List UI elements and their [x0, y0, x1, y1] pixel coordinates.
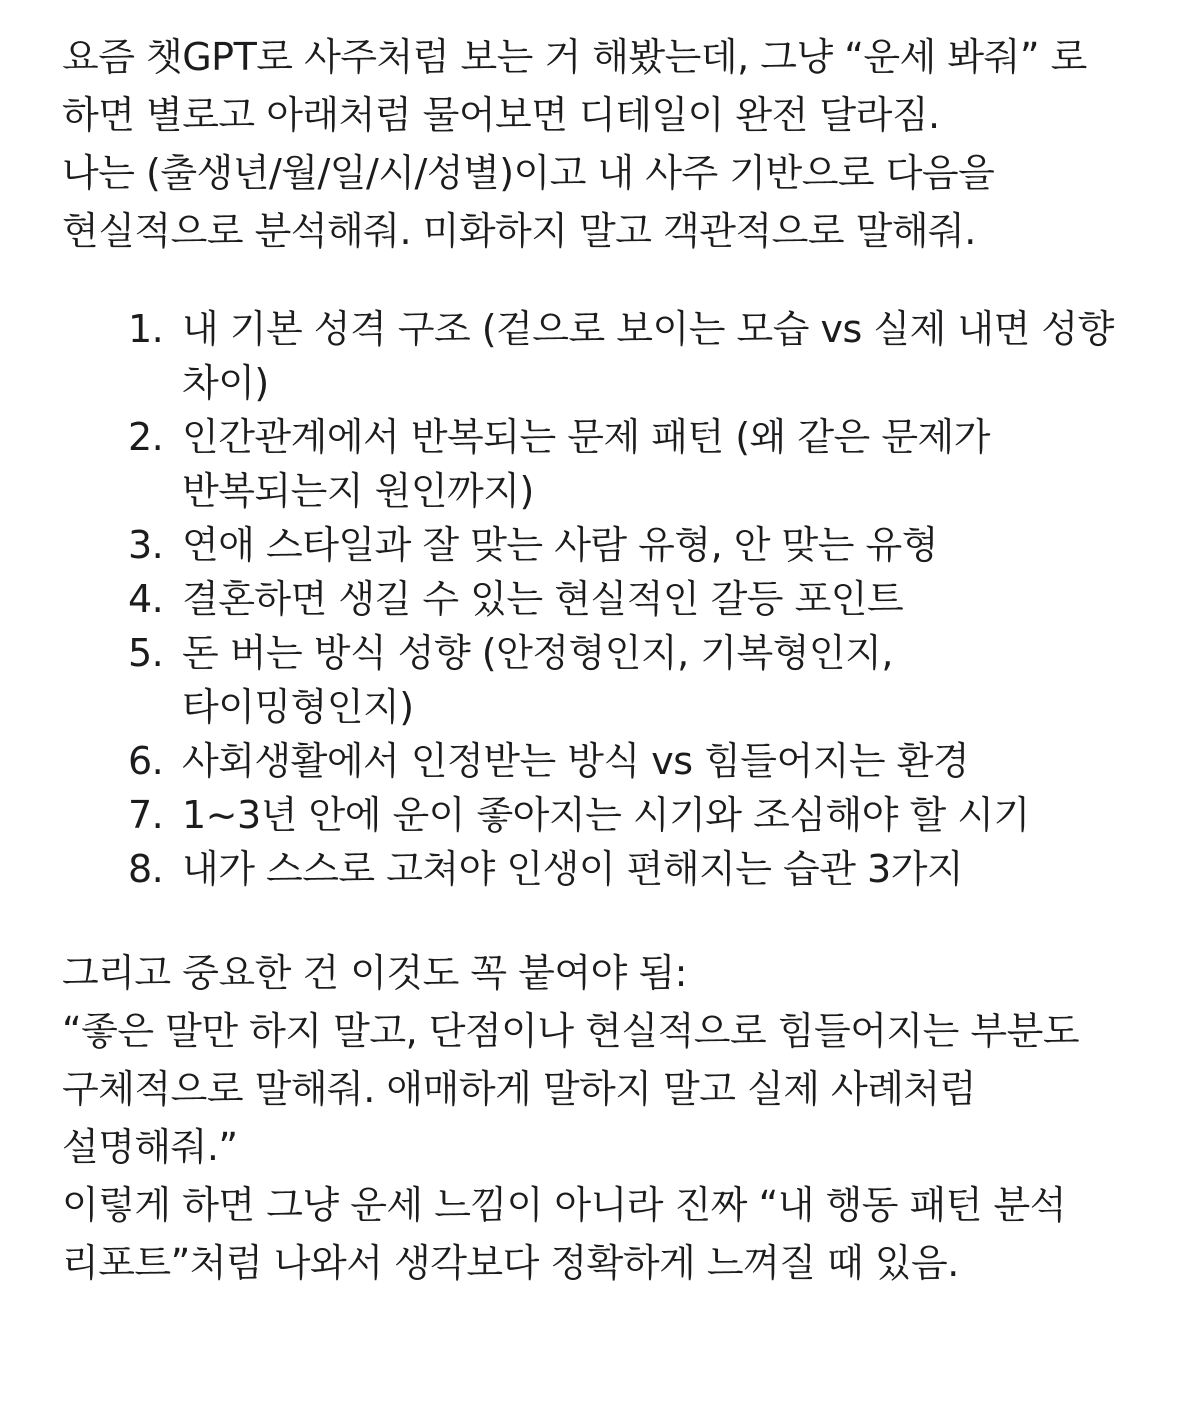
list-number: 6. [128, 739, 164, 783]
list-text: 내 기본 성격 구조 (겉으로 보이는 모습 vs 실제 내면 성향 차이) [182, 307, 1114, 405]
intro-paragraph: 요즘 챗GPT로 사주처럼 보는 거 해봤는데, 그냥 “운세 봐줘” 로 하면 별로고 아래처럼 물어보면 디테일이 완전 달라짐. [62, 35, 1087, 137]
quoted-instruction: “좋은 말만 하지 말고, 단점이나 현실적으로 힘들어지는 부분도 구체적으로 말해줘. 애매하게 말하지 말고 실제 사례처럼 설명해줘.” [62, 1009, 1080, 1169]
list-number: 3. [128, 523, 164, 567]
prompt-paragraph: 나는 (출생년/월/일/시/성별)이고 내 사주 기반으로 다음을 현실적으로 분석해줘. 미화하지 말고 객관적으로 말해줘. [62, 151, 995, 253]
question-list [62, 302, 1119, 896]
spacer [62, 260, 1119, 302]
list-item [62, 518, 1119, 572]
list-item [62, 734, 1119, 788]
list-number: 7. [128, 793, 164, 837]
list-number: 2. [128, 415, 164, 459]
spacer [62, 896, 1119, 944]
list-item [62, 842, 1119, 896]
closing-paragraph: 이렇게 하면 그냥 운세 느낌이 아니라 진짜 “내 행동 패턴 분석 리포트”처럼 나와서 생각보다 정확하게 느껴질 때 있음. [62, 1183, 1066, 1285]
list-text: 내가 스스로 고쳐야 인생이 편해지는 습관 3가지 [182, 847, 964, 891]
list-text: 결혼하면 생길 수 있는 현실적인 갈등 포인트 [182, 577, 904, 621]
list-item [62, 302, 1119, 410]
list-number: 4. [128, 577, 164, 621]
list-number: 8. [128, 847, 164, 891]
list-text: 돈 버는 방식 성향 (안정형인지, 기복형인지, 타이밍형인지) [182, 631, 893, 729]
list-text: 인간관계에서 반복되는 문제 패턴 (왜 같은 문제가 반복되는지 원인까지) [182, 415, 990, 513]
list-item [62, 788, 1119, 842]
list-number: 1. [128, 307, 164, 351]
list-text: 연애 스타일과 잘 맞는 사람 유형, 안 맞는 유형 [182, 523, 938, 567]
list-item [62, 572, 1119, 626]
list-item [62, 626, 1119, 734]
list-item [62, 410, 1119, 518]
note-heading: 그리고 중요한 건 이것도 꼭 붙여야 됨: [62, 951, 687, 995]
list-number: 5. [128, 631, 164, 675]
list-text: 사회생활에서 인정받는 방식 vs 힘들어지는 환경 [182, 739, 970, 783]
list-text: 1~3년 안에 운이 좋아지는 시기와 조심해야 할 시기 [182, 793, 1030, 837]
